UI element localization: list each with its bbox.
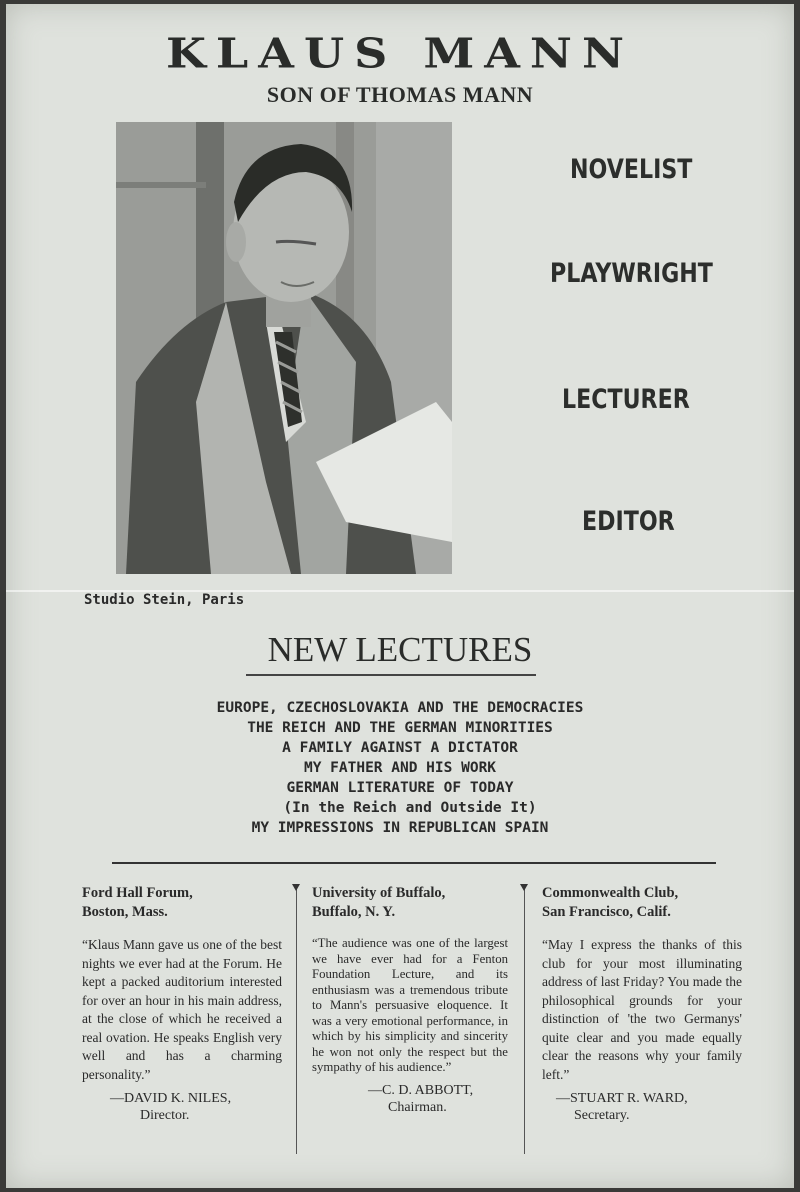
org-name: Ford Hall Forum, xyxy=(82,885,193,901)
lecture-item: (In the Reich and Outside It) xyxy=(283,800,537,816)
signer-title: Chairman. xyxy=(388,1099,447,1115)
column-divider xyxy=(524,884,525,1154)
lecture-item: EUROPE, CZECHOSLOVAKIA AND THE DEMOCRACIES xyxy=(216,700,584,716)
signer-title: Director. xyxy=(140,1108,190,1123)
signer-name: —C. D. ABBOTT, xyxy=(368,1082,474,1098)
org-location: Boston, Mass. xyxy=(82,904,168,920)
testimonial-quote: “May I express the thanks of this club for your most illuminating address of last Friday? You made the philosophical grounds for your distinction of 'the two Germanys' quite clear and you made equally clear the reasons why your family left.” xyxy=(542,937,742,1082)
lecture-list xyxy=(6,698,794,838)
lectures-heading: NEW LECTURES xyxy=(267,630,533,669)
portrait-illustration xyxy=(116,122,452,574)
testimonial-quote: “The audience was one of the largest we have ever had for a Fenton Foundation Lecture, and its enthusiasm was a tremendous tribute to Mann's persuasive eloquence. It was a very emotional performance, in which by his simplicity and sincerity he won not only the respect but the sympathy of his audience.” xyxy=(312,936,508,1074)
testimonial-commonwealth xyxy=(542,884,742,1124)
column-divider xyxy=(296,884,297,1154)
flyer-page xyxy=(6,4,794,1188)
role-playwright: PLAYWRIGHT xyxy=(550,258,713,289)
lecture-item: MY IMPRESSIONS IN REPUBLICAN SPAIN xyxy=(251,820,549,836)
testimonial-ford-hall xyxy=(82,884,282,1124)
org-location: Buffalo, N. Y. xyxy=(312,904,396,920)
lecture-item: THE REICH AND THE GERMAN MINORITIES xyxy=(247,720,553,736)
testimonial-signature xyxy=(542,1090,742,1124)
testimonial-signature xyxy=(312,1082,508,1116)
divider-arrow-icon xyxy=(520,884,528,891)
org-name: University of Buffalo, xyxy=(312,885,446,901)
lecture-item: A FAMILY AGAINST A DICTATOR xyxy=(282,740,518,756)
role-novelist: NOVELIST xyxy=(570,154,693,185)
flyer-subtitle: SON OF THOMAS MANN xyxy=(266,82,534,107)
lecture-item: GERMAN LITERATURE OF TODAY xyxy=(286,780,514,796)
testimonial-quote: “Klaus Mann gave us one of the best nights we ever had at the Forum. He kept a packed auditorium interested for over an hour in his main address, at the close of which he received a real ovation. He speaks English very well and has a charming personality.” xyxy=(82,937,282,1082)
testimonial-signature xyxy=(82,1090,282,1124)
role-editor: EDITOR xyxy=(582,506,675,537)
flyer-title: KLAUS MANN xyxy=(165,28,635,78)
role-lecturer: LECTURER xyxy=(562,384,690,415)
signer-name: —STUART R. WARD, xyxy=(556,1091,688,1106)
testimonial-org xyxy=(542,884,742,922)
signer-title: Secretary. xyxy=(574,1108,630,1123)
section-rule xyxy=(112,862,716,864)
portrait-photo xyxy=(116,122,452,574)
testimonial-buffalo xyxy=(312,884,508,1116)
org-location: San Francisco, Calif. xyxy=(542,904,671,920)
org-name: Commonwealth Club, xyxy=(542,885,679,901)
divider-arrow-icon xyxy=(292,884,300,891)
testimonial-org xyxy=(82,884,282,922)
lectures-heading-rule xyxy=(246,674,536,676)
signer-name: —DAVID K. NILES, xyxy=(110,1091,232,1106)
photo-credit: Studio Stein, Paris xyxy=(84,592,245,608)
lecture-item: MY FATHER AND HIS WORK xyxy=(303,760,497,776)
testimonial-org xyxy=(312,884,508,922)
